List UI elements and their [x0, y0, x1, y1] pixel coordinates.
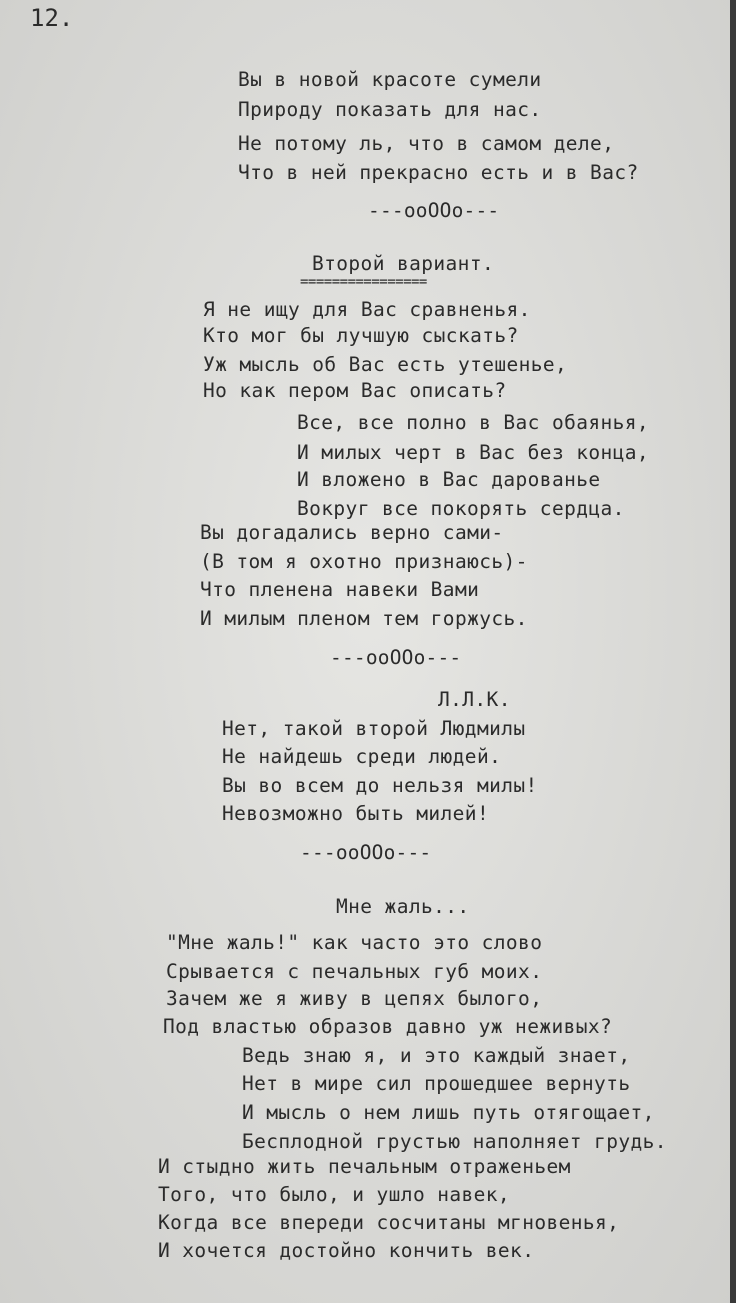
poem2-line-7: И вложено в Вас дарованье [297, 468, 601, 491]
poem4-line-12: И хочется достойно кончить век. [158, 1239, 535, 1262]
poem4-line-8: Бесплодной грустью наполняет грудь. [242, 1130, 667, 1153]
poem1-line-2: Природу показать для нас. [238, 98, 542, 121]
poem2-title: Второй вариант. [312, 252, 495, 275]
poem4-line-11: Когда все впереди сосчитаны мгновенья, [158, 1211, 620, 1234]
poem2-line-3: Уж мысль об Вас есть утешенье, [203, 353, 568, 376]
poem3-line-2: Не найдешь среди людей. [222, 745, 502, 768]
poem4-line-5: Ведь знаю я, и это каждый знает, [242, 1044, 631, 1067]
poem2-title-underline: ================ [300, 274, 427, 290]
poem1-line-3: Не потому ль, что в самом деле, [238, 132, 615, 155]
poem4-line-7: И мысль о нем лишь путь отягощает, [242, 1101, 655, 1124]
separator-3: ---ооООо--- [300, 841, 432, 864]
poem2-line-2: Кто мог бы лучшую сыскать? [203, 324, 519, 347]
poem2-line-8: Вокруг все покорять сердца. [297, 497, 625, 520]
separator-1: ---ооООо--- [368, 199, 500, 222]
poem4-line-6: Нет в мире сил прошедшее вернуть [242, 1072, 631, 1095]
poem2-line-9: Вы догадались верно сами- [200, 521, 504, 544]
poem3-line-3: Вы во всем до нельзя милы! [222, 774, 538, 797]
poem2-line-6: И милых черт в Вас без конца, [297, 441, 650, 464]
separator-2: ---ооООо--- [330, 646, 462, 669]
poem2-line-4: Но как пером Вас описать? [203, 379, 507, 402]
poem2-line-12: И милым пленом тем горжусь. [200, 607, 528, 630]
poem3-title: Л.Л.К. [438, 688, 511, 711]
poem2-line-5: Все, все полно в Вас обаянья, [297, 411, 650, 434]
poem4-line-9: И стыдно жить печальным отраженьем [158, 1155, 571, 1178]
poem3-line-1: Нет, такой второй Людмилы [222, 717, 526, 740]
poem4-line-1: "Мне жаль!" как часто это слово [166, 931, 543, 954]
poem2-line-1: Я не ищу для Вас сравненья. [203, 298, 531, 321]
poem4-line-4: Под властью образов давно уж неживых? [163, 1015, 613, 1038]
page-number: 12. [30, 4, 74, 32]
poem4-line-2: Срывается с печальных губ моих. [166, 960, 543, 983]
poem4-line-10: Того, что было, и ушло навек, [158, 1183, 511, 1206]
poem1-line-4: Что в ней прекрасно есть и в Вас? [238, 161, 639, 184]
poem4-title: Мне жаль... [336, 895, 470, 918]
poem2-line-11: Что пленена навеки Вами [200, 578, 480, 601]
poem4-line-3: Зачем же я живу в цепях былого, [166, 987, 543, 1010]
poem2-line-10: (В том я охотно признаюсь)- [200, 550, 528, 573]
poem3-line-4: Невозможно быть милей! [222, 802, 490, 825]
poem1-line-1: Вы в новой красоте сумели [238, 68, 542, 91]
